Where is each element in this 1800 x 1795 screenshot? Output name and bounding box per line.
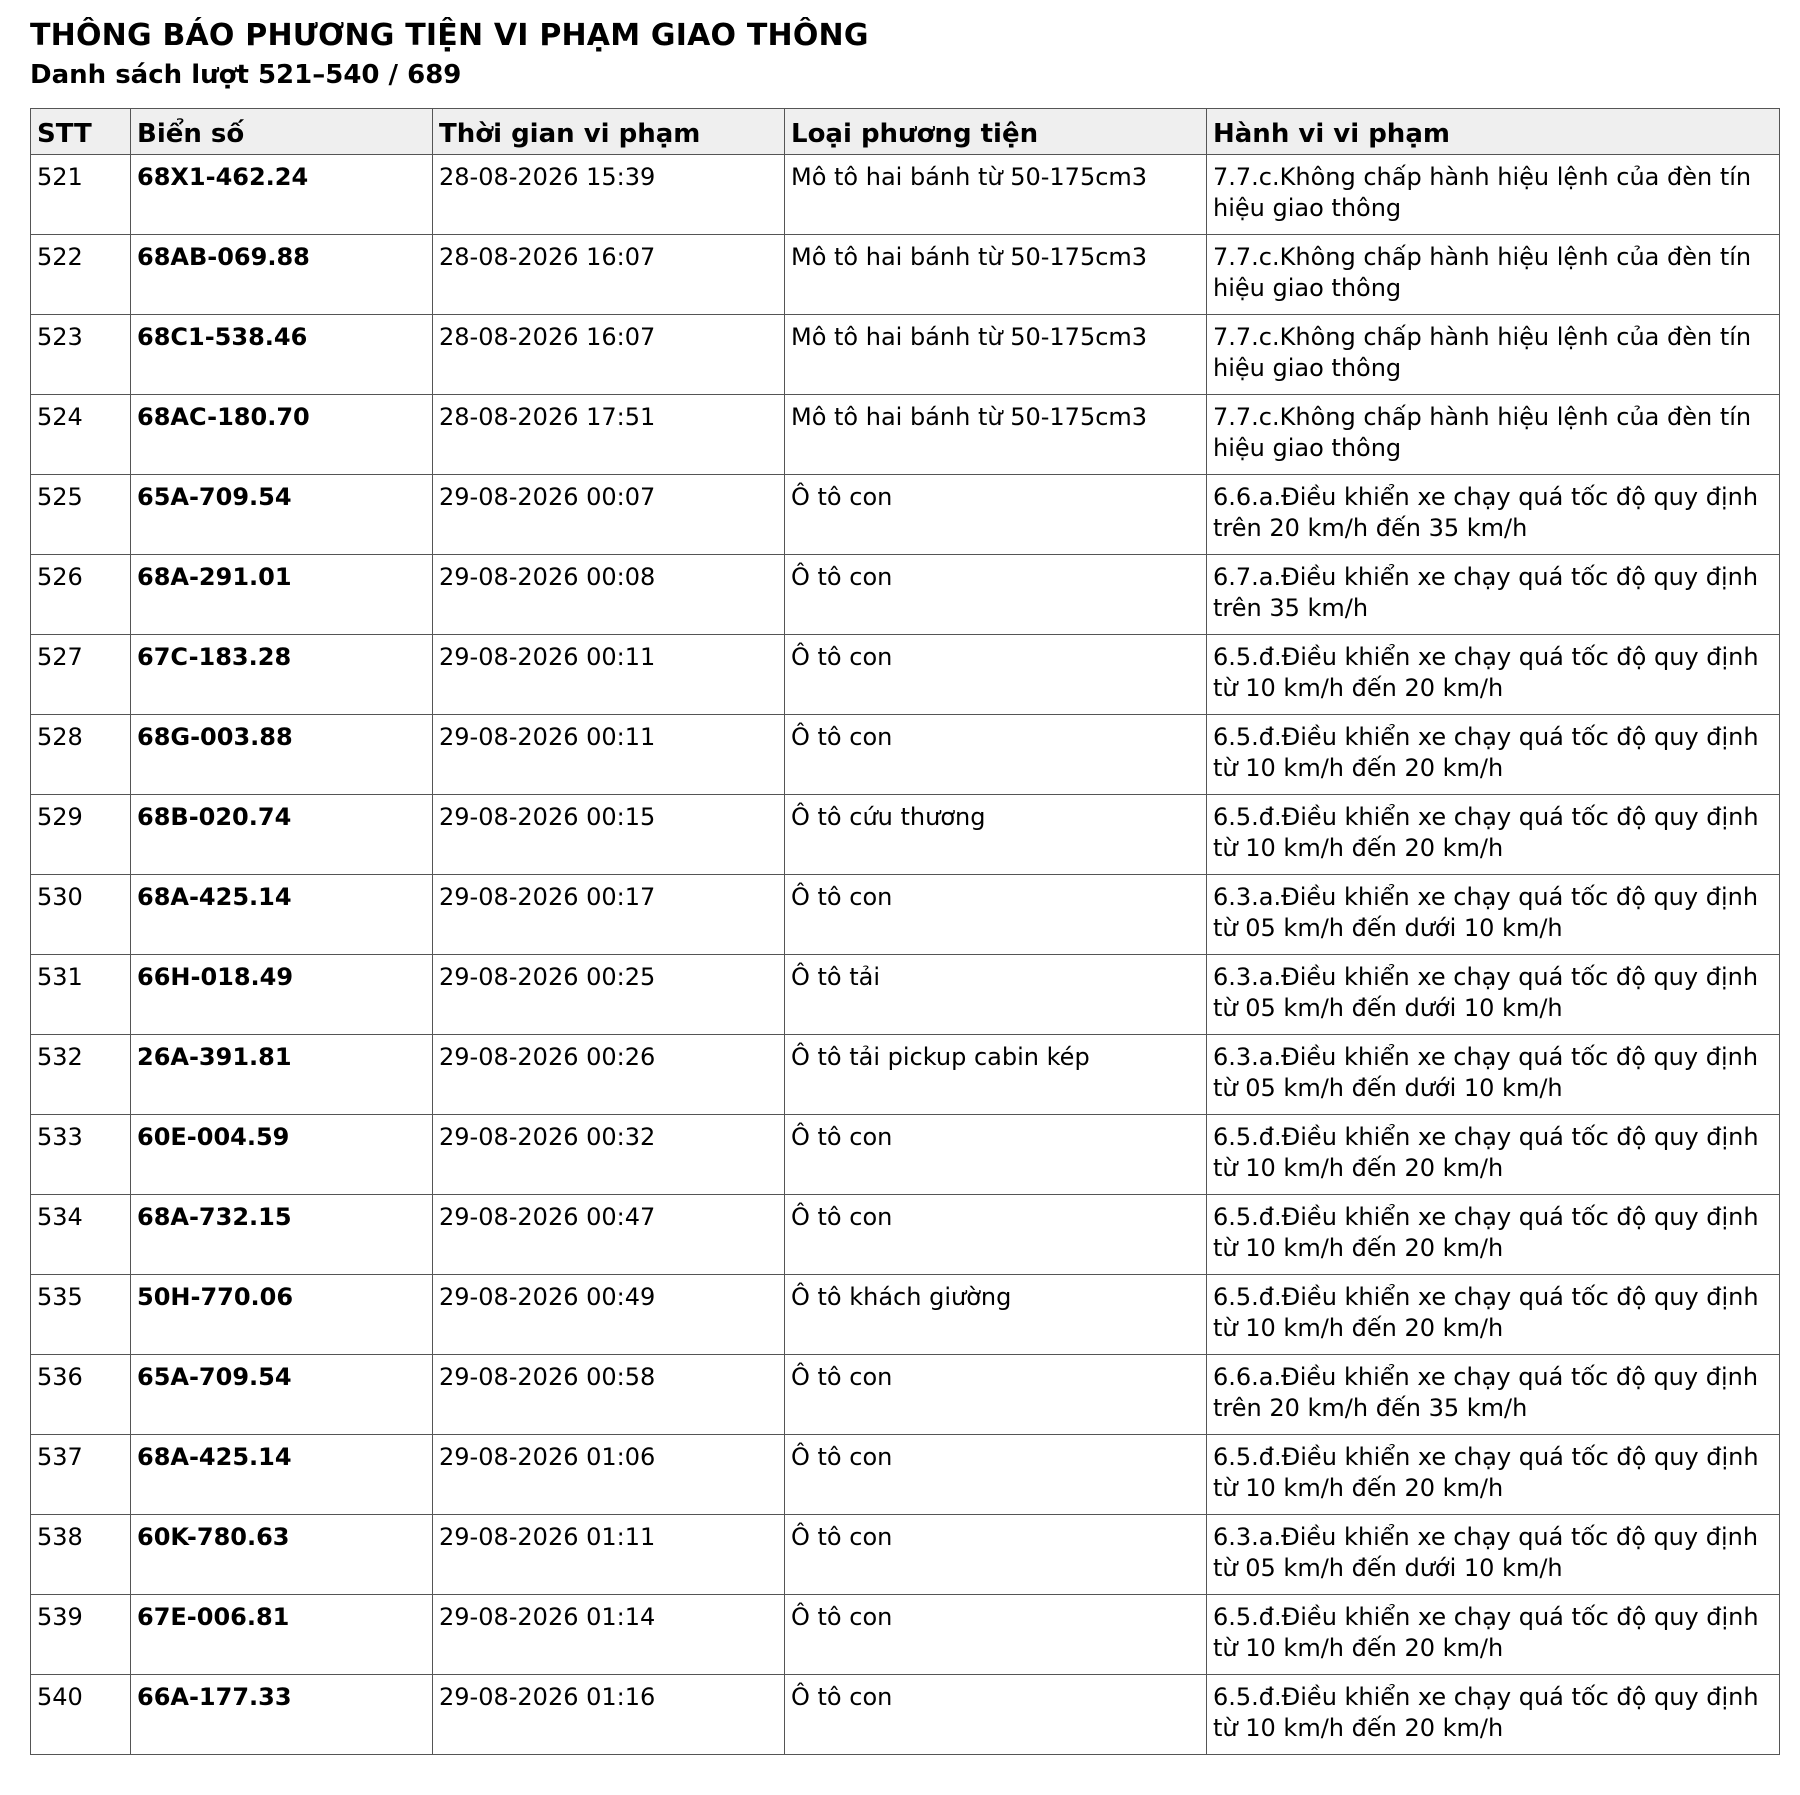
cell-vehicle-type: Ô tô con [785,475,1207,555]
table-row [31,555,1780,635]
cell-violation: 6.3.a.Điều khiển xe chạy quá tốc độ quy định từ 05 km/h đến dưới 10 km/h [1207,955,1780,1035]
cell-plate: 60E-004.59 [131,1115,433,1195]
cell-violation: 7.7.c.Không chấp hành hiệu lệnh của đèn tín hiệu giao thông [1207,155,1780,235]
cell-violation: 6.5.đ.Điều khiển xe chạy quá tốc độ quy định từ 10 km/h đến 20 km/h [1207,1435,1780,1515]
cell-plate: 68X1-462.24 [131,155,433,235]
cell-time: 29-08-2026 00:17 [433,875,785,955]
cell-plate: 65A-709.54 [131,475,433,555]
cell-stt: 524 [31,395,131,475]
column-header-vehicle-type: Loại phương tiện [785,109,1207,155]
cell-stt: 526 [31,555,131,635]
cell-time: 29-08-2026 00:07 [433,475,785,555]
cell-violation: 6.5.đ.Điều khiển xe chạy quá tốc độ quy định từ 10 km/h đến 20 km/h [1207,1595,1780,1675]
cell-vehicle-type: Ô tô con [785,1595,1207,1675]
cell-violation: 6.5.đ.Điều khiển xe chạy quá tốc độ quy định từ 10 km/h đến 20 km/h [1207,1675,1780,1755]
cell-vehicle-type: Ô tô con [785,875,1207,955]
cell-time: 28-08-2026 16:07 [433,315,785,395]
cell-violation: 6.6.a.Điều khiển xe chạy quá tốc độ quy định trên 20 km/h đến 35 km/h [1207,1355,1780,1435]
cell-vehicle-type: Mô tô hai bánh từ 50-175cm3 [785,315,1207,395]
cell-time: 29-08-2026 01:16 [433,1675,785,1755]
cell-violation: 7.7.c.Không chấp hành hiệu lệnh của đèn tín hiệu giao thông [1207,395,1780,475]
cell-plate: 66A-177.33 [131,1675,433,1755]
cell-plate: 68AB-069.88 [131,235,433,315]
cell-time: 29-08-2026 00:15 [433,795,785,875]
table-row [31,315,1780,395]
cell-violation: 6.5.đ.Điều khiển xe chạy quá tốc độ quy định từ 10 km/h đến 20 km/h [1207,1195,1780,1275]
cell-stt: 536 [31,1355,131,1435]
column-header-violation: Hành vi vi phạm [1207,109,1780,155]
table-row [31,1035,1780,1115]
cell-vehicle-type: Ô tô cứu thương [785,795,1207,875]
table-row [31,1515,1780,1595]
cell-stt: 527 [31,635,131,715]
cell-time: 29-08-2026 00:26 [433,1035,785,1115]
cell-plate: 68B-020.74 [131,795,433,875]
cell-violation: 7.7.c.Không chấp hành hiệu lệnh của đèn tín hiệu giao thông [1207,315,1780,395]
cell-time: 28-08-2026 15:39 [433,155,785,235]
table-header-row [31,109,1780,155]
cell-plate: 67C-183.28 [131,635,433,715]
table-row [31,1595,1780,1675]
cell-plate: 67E-006.81 [131,1595,433,1675]
cell-plate: 66H-018.49 [131,955,433,1035]
cell-violation: 6.5.đ.Điều khiển xe chạy quá tốc độ quy định từ 10 km/h đến 20 km/h [1207,1115,1780,1195]
cell-stt: 528 [31,715,131,795]
cell-plate: 26A-391.81 [131,1035,433,1115]
cell-violation: 6.3.a.Điều khiển xe chạy quá tốc độ quy định từ 05 km/h đến dưới 10 km/h [1207,1035,1780,1115]
cell-vehicle-type: Ô tô khách giường [785,1275,1207,1355]
cell-vehicle-type: Ô tô tải [785,955,1207,1035]
cell-time: 28-08-2026 16:07 [433,235,785,315]
cell-vehicle-type: Ô tô con [785,555,1207,635]
cell-violation: 6.7.a.Điều khiển xe chạy quá tốc độ quy định trên 35 km/h [1207,555,1780,635]
column-header-stt: STT [31,109,131,155]
cell-time: 28-08-2026 17:51 [433,395,785,475]
cell-time: 29-08-2026 00:32 [433,1115,785,1195]
cell-vehicle-type: Ô tô con [785,1115,1207,1195]
cell-plate: 60K-780.63 [131,1515,433,1595]
cell-time: 29-08-2026 01:06 [433,1435,785,1515]
cell-vehicle-type: Ô tô con [785,1355,1207,1435]
cell-vehicle-type: Ô tô con [785,1435,1207,1515]
cell-stt: 532 [31,1035,131,1115]
table-row [31,475,1780,555]
cell-violation: 6.6.a.Điều khiển xe chạy quá tốc độ quy định trên 20 km/h đến 35 km/h [1207,475,1780,555]
cell-stt: 534 [31,1195,131,1275]
cell-violation: 6.5.đ.Điều khiển xe chạy quá tốc độ quy định từ 10 km/h đến 20 km/h [1207,635,1780,715]
table-row [31,1355,1780,1435]
table-row [31,1675,1780,1755]
table-row [31,235,1780,315]
cell-plate: 68C1-538.46 [131,315,433,395]
cell-plate: 68A-291.01 [131,555,433,635]
table-row [31,1435,1780,1515]
cell-vehicle-type: Mô tô hai bánh từ 50-175cm3 [785,155,1207,235]
cell-plate: 68A-425.14 [131,875,433,955]
cell-time: 29-08-2026 00:47 [433,1195,785,1275]
cell-stt: 523 [31,315,131,395]
cell-stt: 539 [31,1595,131,1675]
table-row [31,1115,1780,1195]
cell-violation: 6.5.đ.Điều khiển xe chạy quá tốc độ quy định từ 10 km/h đến 20 km/h [1207,1275,1780,1355]
cell-vehicle-type: Ô tô tải pickup cabin kép [785,1035,1207,1115]
cell-stt: 533 [31,1115,131,1195]
column-header-time: Thời gian vi phạm [433,109,785,155]
page-title: THÔNG BÁO PHƯƠNG TIỆN VI PHẠM GIAO THÔNG [30,18,869,53]
cell-plate: 50H-770.06 [131,1275,433,1355]
table-row [31,395,1780,475]
cell-violation: 6.5.đ.Điều khiển xe chạy quá tốc độ quy định từ 10 km/h đến 20 km/h [1207,715,1780,795]
table-row [31,955,1780,1035]
cell-stt: 531 [31,955,131,1035]
cell-time: 29-08-2026 00:11 [433,715,785,795]
cell-time: 29-08-2026 00:25 [433,955,785,1035]
cell-vehicle-type: Ô tô con [785,635,1207,715]
cell-stt: 530 [31,875,131,955]
cell-vehicle-type: Mô tô hai bánh từ 50-175cm3 [785,395,1207,475]
cell-plate: 68AC-180.70 [131,395,433,475]
cell-vehicle-type: Ô tô con [785,1675,1207,1755]
table-row [31,1275,1780,1355]
cell-stt: 529 [31,795,131,875]
cell-plate: 65A-709.54 [131,1355,433,1435]
cell-stt: 522 [31,235,131,315]
cell-stt: 537 [31,1435,131,1515]
table-row [31,875,1780,955]
cell-time: 29-08-2026 00:11 [433,635,785,715]
cell-violation: 6.3.a.Điều khiển xe chạy quá tốc độ quy định từ 05 km/h đến dưới 10 km/h [1207,1515,1780,1595]
cell-stt: 521 [31,155,131,235]
cell-stt: 525 [31,475,131,555]
cell-stt: 540 [31,1675,131,1755]
violations-table [30,108,1780,1755]
column-header-plate: Biển số [131,109,433,155]
cell-time: 29-08-2026 00:08 [433,555,785,635]
cell-violation: 6.5.đ.Điều khiển xe chạy quá tốc độ quy định từ 10 km/h đến 20 km/h [1207,795,1780,875]
table-row [31,795,1780,875]
cell-violation: 7.7.c.Không chấp hành hiệu lệnh của đèn tín hiệu giao thông [1207,235,1780,315]
page-subtitle: Danh sách lượt 521–540 / 689 [30,60,462,90]
cell-vehicle-type: Ô tô con [785,1515,1207,1595]
table-row [31,635,1780,715]
table-row [31,155,1780,235]
table-row [31,1195,1780,1275]
cell-plate: 68G-003.88 [131,715,433,795]
cell-plate: 68A-732.15 [131,1195,433,1275]
table-row [31,715,1780,795]
cell-plate: 68A-425.14 [131,1435,433,1515]
cell-stt: 535 [31,1275,131,1355]
table-body [31,155,1780,1755]
cell-stt: 538 [31,1515,131,1595]
cell-time: 29-08-2026 00:49 [433,1275,785,1355]
cell-time: 29-08-2026 00:58 [433,1355,785,1435]
cell-vehicle-type: Mô tô hai bánh từ 50-175cm3 [785,235,1207,315]
cell-vehicle-type: Ô tô con [785,715,1207,795]
cell-vehicle-type: Ô tô con [785,1195,1207,1275]
cell-time: 29-08-2026 01:11 [433,1515,785,1595]
cell-violation: 6.3.a.Điều khiển xe chạy quá tốc độ quy định từ 05 km/h đến dưới 10 km/h [1207,875,1780,955]
cell-time: 29-08-2026 01:14 [433,1595,785,1675]
